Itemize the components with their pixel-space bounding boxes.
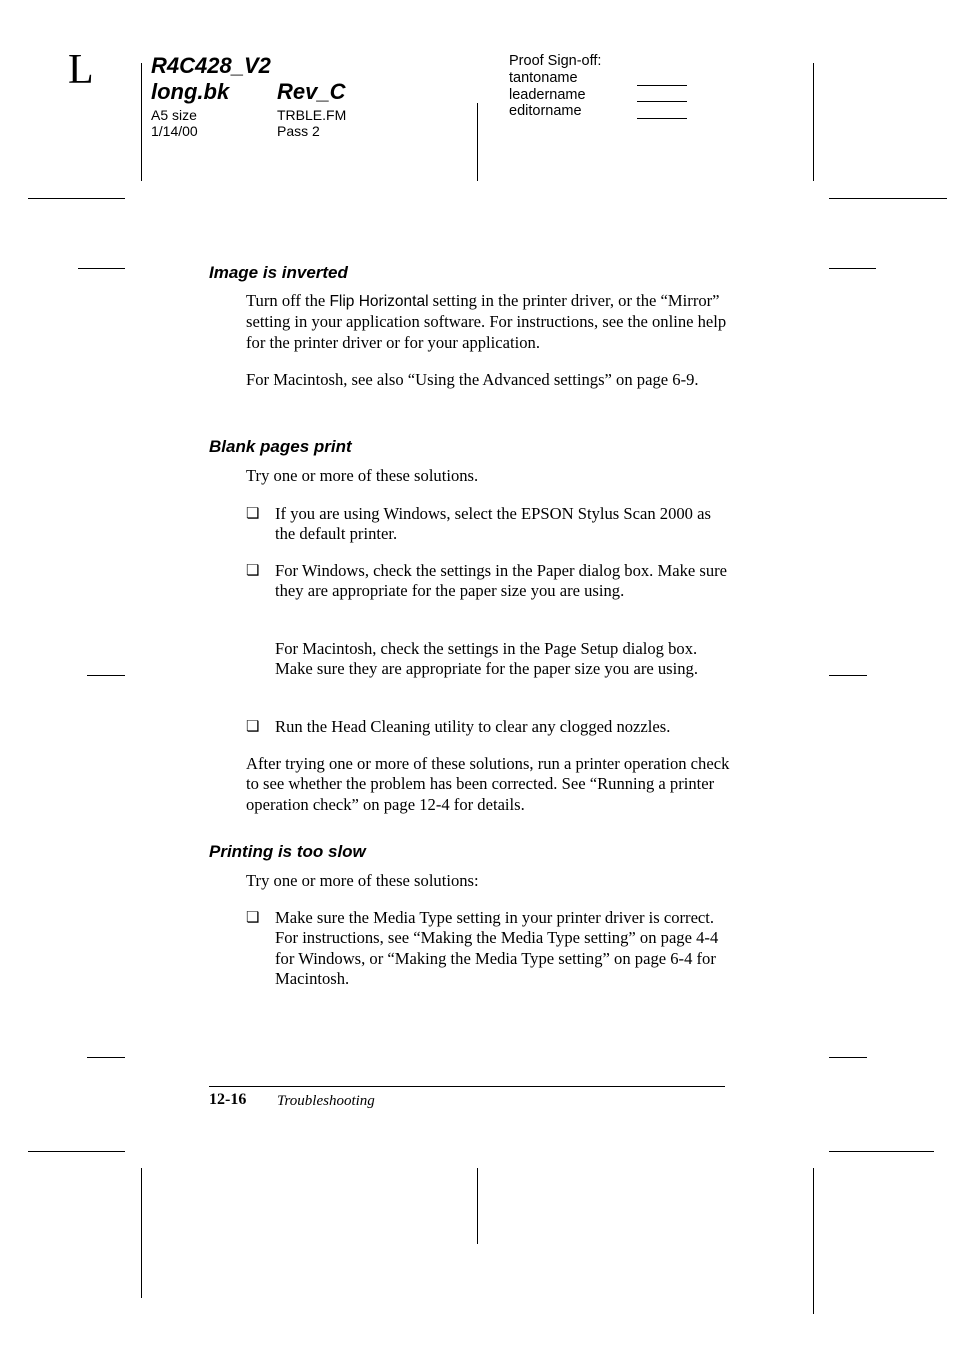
margin-mark-h-right-1	[829, 268, 876, 269]
file-name: TRBLE.FM	[277, 107, 347, 123]
bullet-box-icon: ❏	[246, 719, 260, 735]
setting-flip-horizontal: Flip Horizontal	[329, 293, 429, 310]
proof-name-tanto: tantoname	[509, 69, 578, 86]
crop-mark-h-top-right	[829, 198, 947, 199]
crop-mark-h-bottom-left	[28, 1151, 125, 1152]
para-inverted-1-b: setting in the printer driver, or the “Mirror” setting in your application software. For instructions, see the online help for the printer driver or for your application.	[246, 291, 727, 352]
crop-mark-v-bottom-center	[477, 1168, 478, 1244]
crop-mark-h-bottom-right	[829, 1151, 934, 1152]
bullet-blank-2-mac: For Macintosh, check the settings in the Page Setup dialog box. Make sure they are appropriate for the paper size you are using.	[275, 639, 698, 679]
para-blank-intro: Try one or more of these solutions.	[246, 466, 479, 485]
bullet-blank-1: If you are using Windows, select the EPSON Stylus Scan 2000 as the default printer.	[275, 504, 711, 544]
pass-number: Pass 2	[277, 123, 320, 139]
margin-mark-h-right-3	[829, 1057, 867, 1058]
bullet-box-icon: ❏	[246, 910, 260, 926]
para-blank-after: After trying one or more of these solutions, run a printer operation check to see whether the problem has been corrected. See “Running a printer operation check” on page 12-4 for details.	[246, 754, 730, 814]
bullet-blank-2: For Windows, check the settings in the Paper dialog box. Make sure they are appropriate for the paper size you are using.	[275, 561, 728, 601]
heading-blank-pages: Blank pages print	[209, 437, 352, 456]
margin-mark-h-left-2	[87, 675, 125, 676]
bullet-box-icon: ❏	[246, 563, 260, 579]
page-number: 12-16	[209, 1091, 247, 1108]
proof-name-leader: leadername	[509, 86, 586, 103]
heading-image-inverted: Image is inverted	[209, 263, 348, 282]
signoff-line-editor	[637, 118, 687, 119]
proof-name-editor: editorname	[509, 103, 582, 120]
job-id: R4C428_V2	[151, 53, 271, 78]
heading-printing-slow: Printing is too slow	[209, 842, 366, 861]
proof-title: Proof Sign-off:	[509, 53, 602, 69]
para-inverted-1-a: Turn off the	[246, 291, 330, 310]
proof-signoff	[509, 53, 601, 120]
margin-mark-h-right-2	[829, 675, 867, 676]
margin-mark-h-left-1	[78, 268, 125, 269]
signoff-line-tanto	[637, 85, 687, 86]
crop-mark-v-bottom-right	[813, 1168, 814, 1314]
bullet-box-icon: ❏	[246, 506, 260, 522]
page-size: A5 size	[151, 107, 197, 123]
crop-mark-v-top-right	[813, 63, 814, 181]
bullet-slow-1: Make sure the Media Type setting in your printer driver is correct. For instructions, see “Making the Media Type setting” on page 4-4 for Windows, or “Making the Media Type setting” on page 6-4 for Macintosh.	[275, 908, 719, 989]
chapter-title: Troubleshooting	[277, 1093, 375, 1109]
para-inverted-1	[246, 291, 732, 353]
para-slow-intro: Try one or more of these solutions:	[246, 871, 479, 890]
para-inverted-2: For Macintosh, see also “Using the Advanced settings” on page 6-9.	[246, 370, 699, 389]
signoff-line-leader	[637, 101, 687, 102]
crop-mark-v-bottom-left	[141, 1168, 142, 1298]
crop-mark-h-top-left	[28, 198, 125, 199]
print-date: 1/14/00	[151, 123, 198, 139]
revision: Rev_C	[277, 79, 346, 104]
crop-mark-v-top-left	[141, 63, 142, 181]
margin-mark-h-left-3	[87, 1057, 125, 1058]
footer-rule	[209, 1086, 725, 1087]
bullet-blank-3: Run the Head Cleaning utility to clear any clogged nozzles.	[275, 717, 671, 736]
book-name: long.bk	[151, 79, 230, 104]
crop-mark-v-top-center	[477, 103, 478, 181]
page-side-marker: L	[68, 47, 94, 93]
